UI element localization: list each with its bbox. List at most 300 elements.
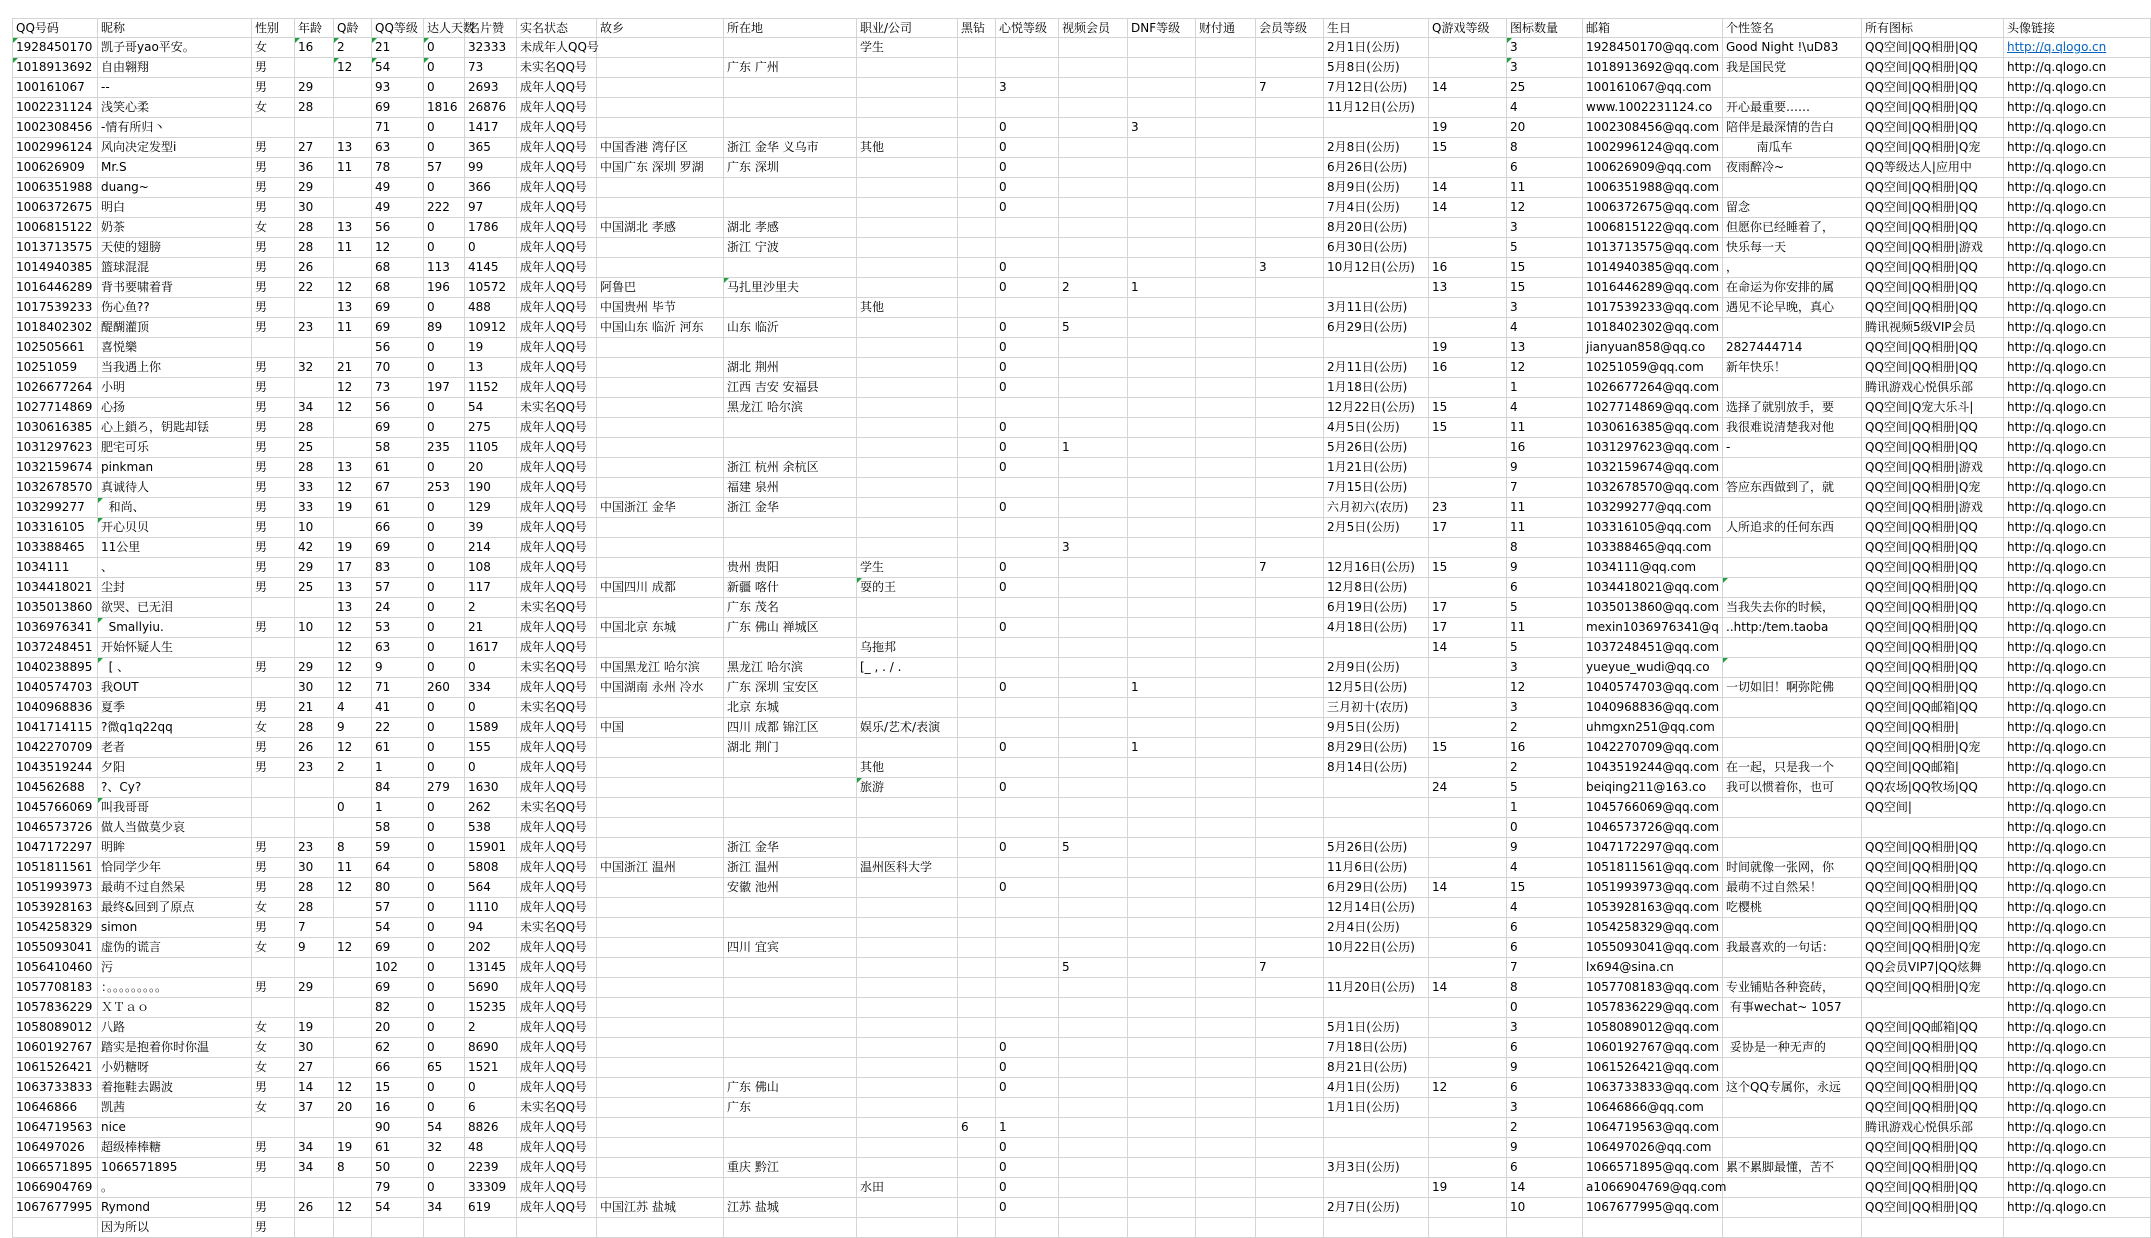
cell-daren[interactable]: 0 (424, 358, 465, 378)
cell-daren[interactable]: 0 (424, 418, 465, 438)
cell-qage[interactable] (334, 1178, 372, 1198)
cell-icons[interactable]: QQ空间|QQ相册|QQ (1862, 358, 2004, 378)
cell-icons_n[interactable]: 3 (1507, 1018, 1583, 1038)
cell-avatar[interactable]: http://q.qlogo.cn (2004, 1058, 2151, 1078)
cell-likes[interactable]: 2239 (465, 1158, 517, 1178)
cell-gender[interactable]: 男 (252, 1198, 295, 1218)
cell-caifutong[interactable] (1196, 438, 1256, 458)
cell-qgame[interactable]: 15 (1429, 738, 1507, 758)
cell-dnf[interactable] (1128, 658, 1196, 678)
cell-likes[interactable]: 2693 (465, 78, 517, 98)
cell-age[interactable]: 36 (295, 158, 334, 178)
cell-icons[interactable]: QQ空间|QQ相册|游戏 (1862, 238, 2004, 258)
cell-heizuan[interactable] (958, 1078, 996, 1098)
cell-birthday[interactable]: 2月5日(公历) (1324, 518, 1429, 538)
cell-icons[interactable]: QQ空间|QQ相册|QQ (1862, 658, 2004, 678)
cell-daren[interactable]: 0 (424, 1098, 465, 1118)
cell-location[interactable]: 广东 深圳 (724, 158, 857, 178)
cell-vip[interactable] (1256, 138, 1324, 158)
cell-job[interactable] (857, 798, 958, 818)
cell-sig[interactable] (1723, 718, 1862, 738)
cell-qage[interactable]: 13 (334, 598, 372, 618)
cell-job[interactable] (857, 1118, 958, 1138)
cell-qage[interactable]: 4 (334, 698, 372, 718)
cell-birthday[interactable]: 8月20日(公历) (1324, 218, 1429, 238)
cell-video[interactable] (1059, 878, 1128, 898)
cell-qgame[interactable] (1429, 438, 1507, 458)
cell-icons[interactable]: QQ空间|QQ相册|QQ (1862, 878, 2004, 898)
cell-sig[interactable]: 时间就像一张网，你 (1723, 858, 1862, 878)
cell-job[interactable]: 其他 (857, 298, 958, 318)
cell-qq[interactable]: 1037248451 (12, 638, 98, 658)
cell-nick[interactable]: 最萌不过自然呆 (98, 878, 252, 898)
cell-xinyue[interactable] (996, 798, 1059, 818)
cell-qq[interactable]: 1046573726 (12, 818, 98, 838)
cell-email[interactable]: 1064719563@qq.com (1583, 1118, 1723, 1138)
cell-xinyue[interactable]: 0 (996, 278, 1059, 298)
cell-likes[interactable]: 39 (465, 518, 517, 538)
cell-birthday[interactable]: 2月8日(公历) (1324, 138, 1429, 158)
cell-qgame[interactable] (1429, 578, 1507, 598)
cell-realname[interactable]: 成年人QQ号 (517, 718, 597, 738)
cell-hometown[interactable] (597, 378, 724, 398)
cell-heizuan[interactable] (958, 58, 996, 78)
cell-location[interactable]: 浙江 金华 义乌市 (724, 138, 857, 158)
cell-qq[interactable]: 1041714115 (12, 718, 98, 738)
cell-qq[interactable]: 1013713575 (12, 238, 98, 258)
cell-realname[interactable]: 成年人QQ号 (517, 178, 597, 198)
cell-xinyue[interactable]: 0 (996, 138, 1059, 158)
cell-level[interactable]: 12 (372, 238, 424, 258)
cell-email[interactable]: 106497026@qq.com (1583, 1138, 1723, 1158)
cell-location[interactable] (724, 1138, 857, 1158)
cell-email[interactable]: 1928450170@qq.com (1583, 38, 1723, 58)
cell-icons_n[interactable]: 5 (1507, 598, 1583, 618)
cell-location[interactable]: 四川 宜宾 (724, 938, 857, 958)
cell-heizuan[interactable] (958, 358, 996, 378)
cell-age[interactable]: 23 (295, 838, 334, 858)
cell-qgame[interactable]: 19 (1429, 1178, 1507, 1198)
cell-gender[interactable]: 男 (252, 378, 295, 398)
cell-icons[interactable]: QQ空间|QQ相册|QQ (1862, 438, 2004, 458)
cell-birthday[interactable] (1324, 278, 1429, 298)
cell-caifutong[interactable] (1196, 98, 1256, 118)
cell-gender[interactable] (252, 1118, 295, 1138)
cell-heizuan[interactable] (958, 178, 996, 198)
cell-heizuan[interactable] (958, 298, 996, 318)
cell-qage[interactable] (334, 918, 372, 938)
cell-level[interactable]: 56 (372, 398, 424, 418)
cell-daren[interactable]: 0 (424, 698, 465, 718)
cell-caifutong[interactable] (1196, 298, 1256, 318)
cell-level[interactable]: 16 (372, 1098, 424, 1118)
cell-daren[interactable]: 0 (424, 1078, 465, 1098)
cell-heizuan[interactable] (958, 858, 996, 878)
cell-realname[interactable]: 成年人QQ号 (517, 1178, 597, 1198)
cell-avatar[interactable]: http://q.qlogo.cn (2004, 618, 2151, 638)
cell-icons_n[interactable]: 8 (1507, 978, 1583, 998)
cell-level[interactable] (372, 1218, 424, 1238)
cell-birthday[interactable]: 六月初六(农历) (1324, 498, 1429, 518)
cell-heizuan[interactable] (958, 78, 996, 98)
cell-daren[interactable]: 0 (424, 878, 465, 898)
cell-job[interactable]: 娱乐/艺术/表演 (857, 718, 958, 738)
cell-heizuan[interactable] (958, 1218, 996, 1238)
cell-age[interactable] (295, 958, 334, 978)
cell-icons[interactable]: QQ空间|QQ相册|QQ (1862, 1178, 2004, 1198)
cell-realname[interactable]: 成年人QQ号 (517, 378, 597, 398)
cell-icons_n[interactable]: 13 (1507, 338, 1583, 358)
cell-level[interactable]: 54 (372, 1198, 424, 1218)
cell-qage[interactable] (334, 898, 372, 918)
cell-video[interactable] (1059, 258, 1128, 278)
cell-job[interactable]: 旅游 (857, 778, 958, 798)
cell-job[interactable] (857, 938, 958, 958)
cell-icons[interactable]: QQ空间|QQ邮箱| (1862, 758, 2004, 778)
cell-video[interactable] (1059, 38, 1128, 58)
cell-caifutong[interactable] (1196, 1138, 1256, 1158)
cell-dnf[interactable] (1128, 358, 1196, 378)
cell-daren[interactable]: 0 (424, 458, 465, 478)
cell-caifutong[interactable] (1196, 78, 1256, 98)
cell-realname[interactable]: 成年人QQ号 (517, 858, 597, 878)
cell-vip[interactable] (1256, 1078, 1324, 1098)
column-header-xinyue[interactable]: 心悦等级 (996, 18, 1059, 38)
cell-qage[interactable] (334, 978, 372, 998)
cell-daren[interactable]: 0 (424, 1038, 465, 1058)
cell-heizuan[interactable] (958, 838, 996, 858)
cell-hometown[interactable] (597, 638, 724, 658)
cell-nick[interactable]: 自由翱翔 (98, 58, 252, 78)
cell-avatar[interactable]: http://q.qlogo.cn (2004, 158, 2151, 178)
cell-gender[interactable]: 男 (252, 978, 295, 998)
avatar-link[interactable]: http://q.qlogo.cn (2004, 38, 2151, 58)
cell-vip[interactable] (1256, 538, 1324, 558)
cell-icons_n[interactable]: 6 (1507, 1038, 1583, 1058)
cell-job[interactable] (857, 538, 958, 558)
cell-hometown[interactable] (597, 58, 724, 78)
cell-caifutong[interactable] (1196, 1218, 1256, 1238)
cell-sig[interactable]: 答应东西做到了，就 (1723, 478, 1862, 498)
cell-job[interactable] (857, 118, 958, 138)
cell-heizuan[interactable] (958, 1158, 996, 1178)
cell-qgame[interactable]: 15 (1429, 138, 1507, 158)
cell-qq[interactable]: 1057836229 (12, 998, 98, 1018)
cell-email[interactable]: 1026677264@qq.com (1583, 378, 1723, 398)
cell-sig[interactable] (1723, 178, 1862, 198)
cell-job[interactable] (857, 898, 958, 918)
cell-xinyue[interactable] (996, 938, 1059, 958)
cell-vip[interactable] (1256, 598, 1324, 618)
cell-icons[interactable]: QQ空间|QQ相册|QQ (1862, 598, 2004, 618)
cell-age[interactable]: 30 (295, 198, 334, 218)
cell-gender[interactable]: 男 (252, 278, 295, 298)
cell-realname[interactable]: 成年人QQ号 (517, 358, 597, 378)
cell-age[interactable]: 7 (295, 918, 334, 938)
cell-sig[interactable]: 当我失去你的时候， (1723, 598, 1862, 618)
cell-video[interactable] (1059, 898, 1128, 918)
cell-daren[interactable]: 0 (424, 758, 465, 778)
cell-gender[interactable]: 男 (252, 858, 295, 878)
cell-qq[interactable]: 1018913692 (12, 58, 98, 78)
cell-avatar[interactable]: http://q.qlogo.cn (2004, 838, 2151, 858)
cell-email[interactable]: 100626909@qq.com (1583, 158, 1723, 178)
cell-location[interactable] (724, 798, 857, 818)
cell-email[interactable]: 103299277@qq.com (1583, 498, 1723, 518)
cell-video[interactable] (1059, 618, 1128, 638)
cell-birthday[interactable]: 2月7日(公历) (1324, 1198, 1429, 1218)
cell-job[interactable]: 温州医科大学 (857, 858, 958, 878)
cell-hometown[interactable] (597, 798, 724, 818)
cell-sig[interactable]: 我可以惯着你，也可 (1723, 778, 1862, 798)
cell-icons_n[interactable]: 16 (1507, 738, 1583, 758)
cell-location[interactable] (724, 1118, 857, 1138)
cell-birthday[interactable]: 8月21日(公历) (1324, 1058, 1429, 1078)
cell-qq[interactable]: 102505661 (12, 338, 98, 358)
cell-sig[interactable] (1723, 1118, 1862, 1138)
cell-dnf[interactable] (1128, 1118, 1196, 1138)
cell-location[interactable]: 江苏 盐城 (724, 1198, 857, 1218)
cell-qq[interactable]: 1060192767 (12, 1038, 98, 1058)
cell-birthday[interactable]: 1月18日(公历) (1324, 378, 1429, 398)
cell-icons[interactable]: QQ空间|QQ相册|QQ (1862, 518, 2004, 538)
cell-email[interactable]: 1002996124@qq.com (1583, 138, 1723, 158)
cell-level[interactable]: 62 (372, 1038, 424, 1058)
cell-email[interactable]: 1014940385@qq.com (1583, 258, 1723, 278)
cell-video[interactable] (1059, 118, 1128, 138)
cell-qage[interactable]: 8 (334, 838, 372, 858)
cell-xinyue[interactable]: 0 (996, 1138, 1059, 1158)
cell-job[interactable] (857, 738, 958, 758)
cell-icons[interactable]: QQ空间|QQ相册|QQ (1862, 118, 2004, 138)
cell-level[interactable]: 24 (372, 598, 424, 618)
cell-qage[interactable]: 11 (334, 238, 372, 258)
cell-avatar[interactable]: http://q.qlogo.cn (2004, 1118, 2151, 1138)
cell-birthday[interactable]: 11月12日(公历) (1324, 98, 1429, 118)
cell-birthday[interactable]: 5月8日(公历) (1324, 58, 1429, 78)
cell-avatar[interactable]: http://q.qlogo.cn (2004, 358, 2151, 378)
cell-heizuan[interactable] (958, 658, 996, 678)
cell-xinyue[interactable] (996, 1018, 1059, 1038)
cell-qage[interactable]: 12 (334, 398, 372, 418)
cell-location[interactable] (724, 118, 857, 138)
cell-icons_n[interactable]: 7 (1507, 478, 1583, 498)
cell-nick[interactable]: 着拖鞋去踢波 (98, 1078, 252, 1098)
cell-vip[interactable] (1256, 938, 1324, 958)
cell-vip[interactable]: 7 (1256, 558, 1324, 578)
cell-icons[interactable]: QQ农场|QQ牧场|QQ (1862, 778, 2004, 798)
cell-avatar[interactable]: http://q.qlogo.cn (2004, 758, 2151, 778)
cell-realname[interactable]: 成年人QQ号 (517, 518, 597, 538)
cell-heizuan[interactable] (958, 458, 996, 478)
cell-qgame[interactable]: 14 (1429, 978, 1507, 998)
cell-icons[interactable]: QQ空间|QQ相册|Q宠 (1862, 138, 2004, 158)
cell-qgame[interactable]: 17 (1429, 518, 1507, 538)
cell-age[interactable]: 21 (295, 698, 334, 718)
cell-qage[interactable] (334, 438, 372, 458)
cell-nick[interactable]: 老者 (98, 738, 252, 758)
cell-nick[interactable]: 伤心鱼?? (98, 298, 252, 318)
cell-hometown[interactable]: 中国香港 湾仔区 (597, 138, 724, 158)
cell-icons[interactable]: 腾讯视频5级VIP会员 (1862, 318, 2004, 338)
cell-age[interactable]: 29 (295, 78, 334, 98)
cell-email[interactable]: 1032159674@qq.com (1583, 458, 1723, 478)
cell-heizuan[interactable] (958, 978, 996, 998)
cell-qq[interactable]: 1032159674 (12, 458, 98, 478)
column-header-email[interactable]: 邮箱 (1583, 18, 1723, 38)
cell-vip[interactable] (1256, 198, 1324, 218)
cell-birthday[interactable]: 12月8日(公历) (1324, 578, 1429, 598)
cell-qgame[interactable]: 14 (1429, 78, 1507, 98)
cell-video[interactable] (1059, 678, 1128, 698)
cell-heizuan[interactable] (958, 1018, 996, 1038)
cell-qgame[interactable] (1429, 58, 1507, 78)
cell-icons_n[interactable]: 11 (1507, 178, 1583, 198)
cell-icons[interactable]: QQ空间|QQ相册|QQ (1862, 338, 2004, 358)
column-header-qgame[interactable]: Q游戏等级 (1429, 18, 1507, 38)
cell-location[interactable] (724, 778, 857, 798)
cell-realname[interactable]: 成年人QQ号 (517, 878, 597, 898)
cell-age[interactable]: 30 (295, 678, 334, 698)
cell-sig[interactable]: 这个QQ专属你，永远 (1723, 1078, 1862, 1098)
cell-likes[interactable]: 366 (465, 178, 517, 198)
cell-likes[interactable]: 262 (465, 798, 517, 818)
cell-nick[interactable]: pinkman (98, 458, 252, 478)
cell-dnf[interactable] (1128, 198, 1196, 218)
column-header-daren[interactable]: 达人天数 (424, 18, 465, 38)
cell-age[interactable]: 14 (295, 1078, 334, 1098)
cell-xinyue[interactable] (996, 98, 1059, 118)
cell-qq[interactable]: 1040238895 (12, 658, 98, 678)
column-header-likes[interactable]: 名片赞 (465, 18, 517, 38)
cell-dnf[interactable] (1128, 1198, 1196, 1218)
cell-gender[interactable]: 女 (252, 218, 295, 238)
cell-avatar[interactable]: http://q.qlogo.cn (2004, 198, 2151, 218)
cell-qq[interactable]: 106497026 (12, 1138, 98, 1158)
column-header-birthday[interactable]: 生日 (1324, 18, 1429, 38)
cell-level[interactable]: 58 (372, 818, 424, 838)
cell-heizuan[interactable]: 6 (958, 1118, 996, 1138)
cell-icons_n[interactable]: 0 (1507, 818, 1583, 838)
cell-birthday[interactable]: 12月5日(公历) (1324, 678, 1429, 698)
cell-birthday[interactable]: 11月6日(公历) (1324, 858, 1429, 878)
cell-xinyue[interactable]: 0 (996, 578, 1059, 598)
cell-caifutong[interactable] (1196, 1018, 1256, 1038)
cell-sig[interactable] (1723, 1098, 1862, 1118)
cell-xinyue[interactable] (996, 698, 1059, 718)
cell-xinyue[interactable] (996, 598, 1059, 618)
cell-sig[interactable] (1723, 378, 1862, 398)
cell-video[interactable] (1059, 218, 1128, 238)
cell-caifutong[interactable] (1196, 718, 1256, 738)
cell-qq[interactable]: 1006351988 (12, 178, 98, 198)
cell-location[interactable] (724, 638, 857, 658)
cell-qgame[interactable] (1429, 1198, 1507, 1218)
cell-video[interactable] (1059, 738, 1128, 758)
cell-daren[interactable]: 0 (424, 818, 465, 838)
cell-job[interactable] (857, 1058, 958, 1078)
cell-sig[interactable] (1723, 78, 1862, 98)
cell-qq[interactable]: 10646866 (12, 1098, 98, 1118)
cell-hometown[interactable] (597, 418, 724, 438)
cell-gender[interactable]: 男 (252, 738, 295, 758)
cell-location[interactable] (724, 538, 857, 558)
cell-dnf[interactable] (1128, 818, 1196, 838)
cell-likes[interactable]: 0 (465, 238, 517, 258)
cell-level[interactable]: 69 (372, 98, 424, 118)
cell-daren[interactable]: 260 (424, 678, 465, 698)
cell-level[interactable]: 63 (372, 138, 424, 158)
cell-qq[interactable]: 1002231124 (12, 98, 98, 118)
cell-location[interactable] (724, 958, 857, 978)
cell-sig[interactable] (1723, 1178, 1862, 1198)
cell-xinyue[interactable]: 0 (996, 438, 1059, 458)
cell-age[interactable]: 25 (295, 578, 334, 598)
cell-qgame[interactable]: 16 (1429, 358, 1507, 378)
cell-hometown[interactable] (597, 898, 724, 918)
cell-level[interactable]: 54 (372, 58, 424, 78)
cell-nick[interactable]: 天使的翅膀 (98, 238, 252, 258)
cell-video[interactable] (1059, 518, 1128, 538)
cell-hometown[interactable] (597, 538, 724, 558)
cell-icons_n[interactable]: 11 (1507, 518, 1583, 538)
cell-hometown[interactable] (597, 98, 724, 118)
column-header-level[interactable]: QQ等级 (372, 18, 424, 38)
cell-qq[interactable]: 1031297623 (12, 438, 98, 458)
cell-realname[interactable]: 未实名QQ号 (517, 658, 597, 678)
cell-icons[interactable]: QQ空间|QQ相册|QQ (1862, 58, 2004, 78)
cell-qgame[interactable] (1429, 238, 1507, 258)
cell-icons[interactable]: QQ空间|QQ相册|QQ (1862, 898, 2004, 918)
cell-icons_n[interactable]: 12 (1507, 678, 1583, 698)
cell-location[interactable] (724, 898, 857, 918)
cell-xinyue[interactable] (996, 958, 1059, 978)
cell-age[interactable] (295, 638, 334, 658)
cell-qq[interactable]: 1017539233 (12, 298, 98, 318)
cell-dnf[interactable] (1128, 1158, 1196, 1178)
cell-dnf[interactable] (1128, 1218, 1196, 1238)
cell-age[interactable]: 28 (295, 898, 334, 918)
cell-avatar[interactable]: http://q.qlogo.cn (2004, 178, 2151, 198)
cell-job[interactable] (857, 818, 958, 838)
cell-icons_n[interactable]: 3 (1507, 1098, 1583, 1118)
cell-gender[interactable]: 男 (252, 158, 295, 178)
cell-level[interactable]: 22 (372, 718, 424, 738)
cell-likes[interactable]: 1589 (465, 718, 517, 738)
cell-realname[interactable]: 成年人QQ号 (517, 678, 597, 698)
cell-icons[interactable]: QQ空间|QQ相册|QQ (1862, 558, 2004, 578)
cell-icons_n[interactable]: 1 (1507, 378, 1583, 398)
cell-birthday[interactable]: 5月26日(公历) (1324, 438, 1429, 458)
cell-nick[interactable]: ：。。。。。。。。。 (98, 978, 252, 998)
cell-location[interactable] (724, 758, 857, 778)
cell-gender[interactable]: 男 (252, 578, 295, 598)
cell-birthday[interactable]: 2月9日(公历) (1324, 658, 1429, 678)
cell-likes[interactable]: 5808 (465, 858, 517, 878)
cell-qgame[interactable] (1429, 98, 1507, 118)
cell-heizuan[interactable] (958, 398, 996, 418)
cell-level[interactable]: 66 (372, 1058, 424, 1078)
cell-sig[interactable]: 有事wechat~ 1057 (1723, 998, 1862, 1018)
cell-location[interactable] (724, 518, 857, 538)
cell-nick[interactable]: [ 、 (98, 658, 252, 678)
cell-job[interactable] (857, 1018, 958, 1038)
cell-dnf[interactable] (1128, 838, 1196, 858)
cell-avatar[interactable]: http://q.qlogo.cn (2004, 898, 2151, 918)
cell-dnf[interactable] (1128, 878, 1196, 898)
cell-daren[interactable]: 0 (424, 518, 465, 538)
cell-job[interactable] (857, 678, 958, 698)
